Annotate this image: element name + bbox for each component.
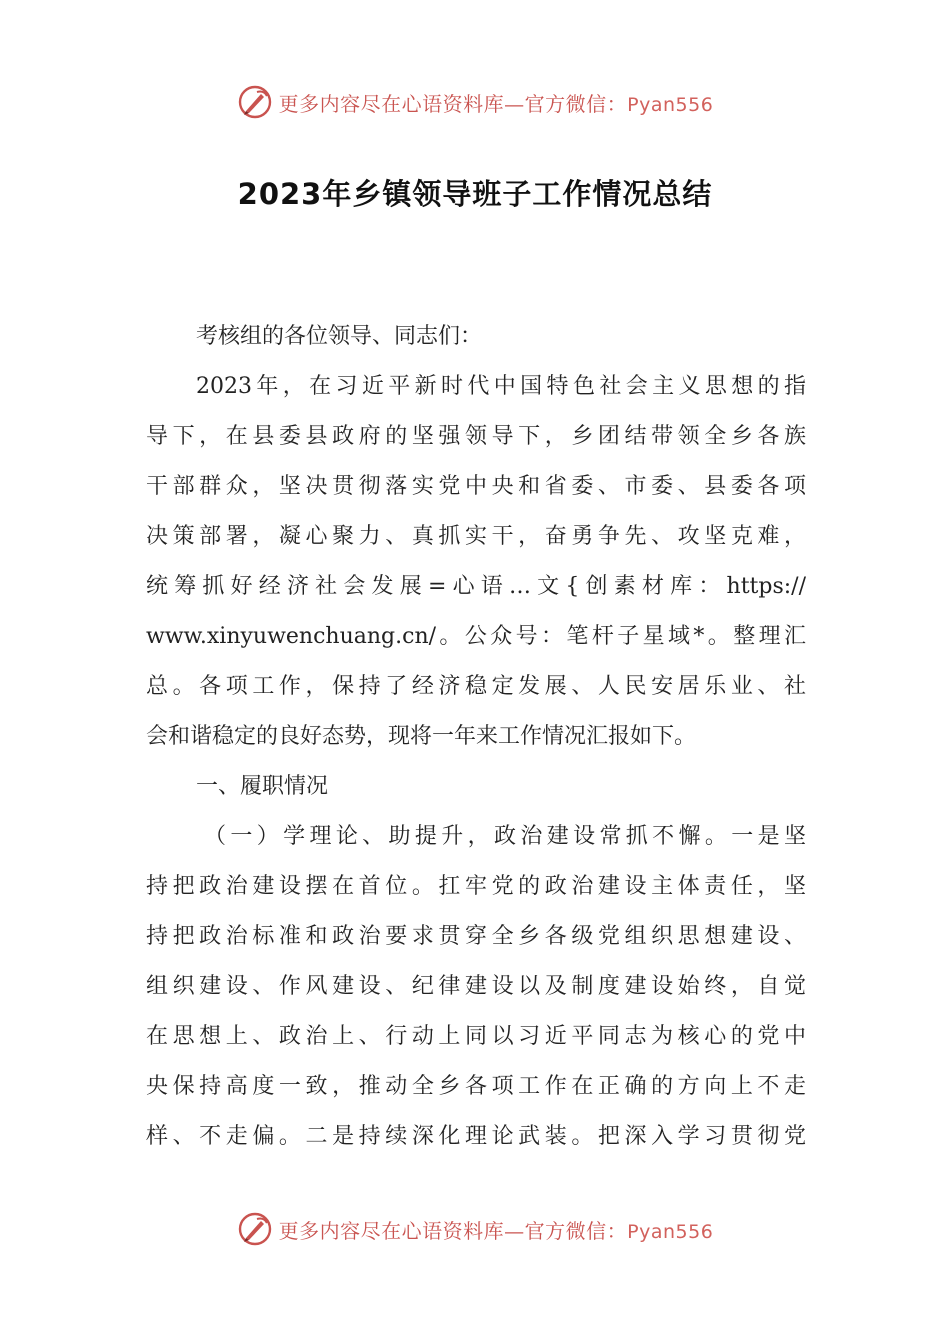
banner-text: 更多内容尽在心语资料库—官方微信：Pyan556 [278, 91, 714, 116]
wechat-id: Pyan556 [627, 93, 714, 116]
salutation-line: 考核组的各位领导、同志们： [196, 324, 483, 349]
paragraph-line: 会和谐稳定的良好态势，现将一年来工作情况汇报如下。 [146, 724, 697, 749]
banner-text: 更多内容尽在心语资料库—官方微信：Pyan556 [278, 1218, 714, 1243]
paragraph-line: 2023年，在习近平新时代中国特色社会主义思想的指 [196, 374, 806, 399]
paragraph-line: 导下，在县委县政府的坚强领导下，乡团结带领全乡各族 [146, 424, 806, 449]
paragraph-line: 决策部署，凝心聚力、真抓实干，奋勇争先、攻坚克难， [146, 524, 806, 549]
paragraph-line: 总。各项工作，保持了经济稳定发展、人民安居乐业、社 [146, 674, 806, 699]
header-banner [0, 82, 950, 122]
section-heading: 一、履职情况 [196, 774, 329, 799]
document-title: 2023年乡镇领导班子工作情况总结 [237, 177, 713, 211]
paragraph-line: 持把政治建设摆在首位。扛牢党的政治建设主体责任，坚 [146, 874, 806, 899]
paragraph-line: 组织建设、作风建设、纪律建设以及制度建设始终，自觉 [146, 974, 806, 999]
paragraph-line: 在思想上、政治上、行动上同以习近平同志为核心的党中 [146, 1024, 806, 1049]
paragraph-line: 央保持高度一致，推动全乡各项工作在正确的方向上不走 [146, 1074, 806, 1099]
paragraph-line: （一）学理论、助提升，政治建设常抓不懈。一是坚 [204, 824, 806, 849]
footer-banner [0, 1209, 950, 1249]
pen-logo-icon [237, 1211, 273, 1247]
document-body [146, 312, 806, 1162]
paragraph-line: 统筹抓好经济社会发展=心语…文{创素材库：https:// [146, 574, 806, 599]
paragraph-line: 干部群众，坚决贯彻落实党中央和省委、市委、县委各项 [146, 474, 806, 499]
wechat-id: Pyan556 [627, 1220, 714, 1243]
paragraph-line: 样、不走偏。二是持续深化理论武装。把深入学习贯彻党 [146, 1124, 806, 1149]
paragraph-line: www.xinyuwenchuang.cn/。公众号：笔杆子星域*。整理汇 [146, 624, 806, 649]
pen-logo-icon [237, 84, 273, 120]
paragraph-line: 持把政治标准和政治要求贯穿全乡各级党组织思想建设、 [146, 924, 806, 949]
